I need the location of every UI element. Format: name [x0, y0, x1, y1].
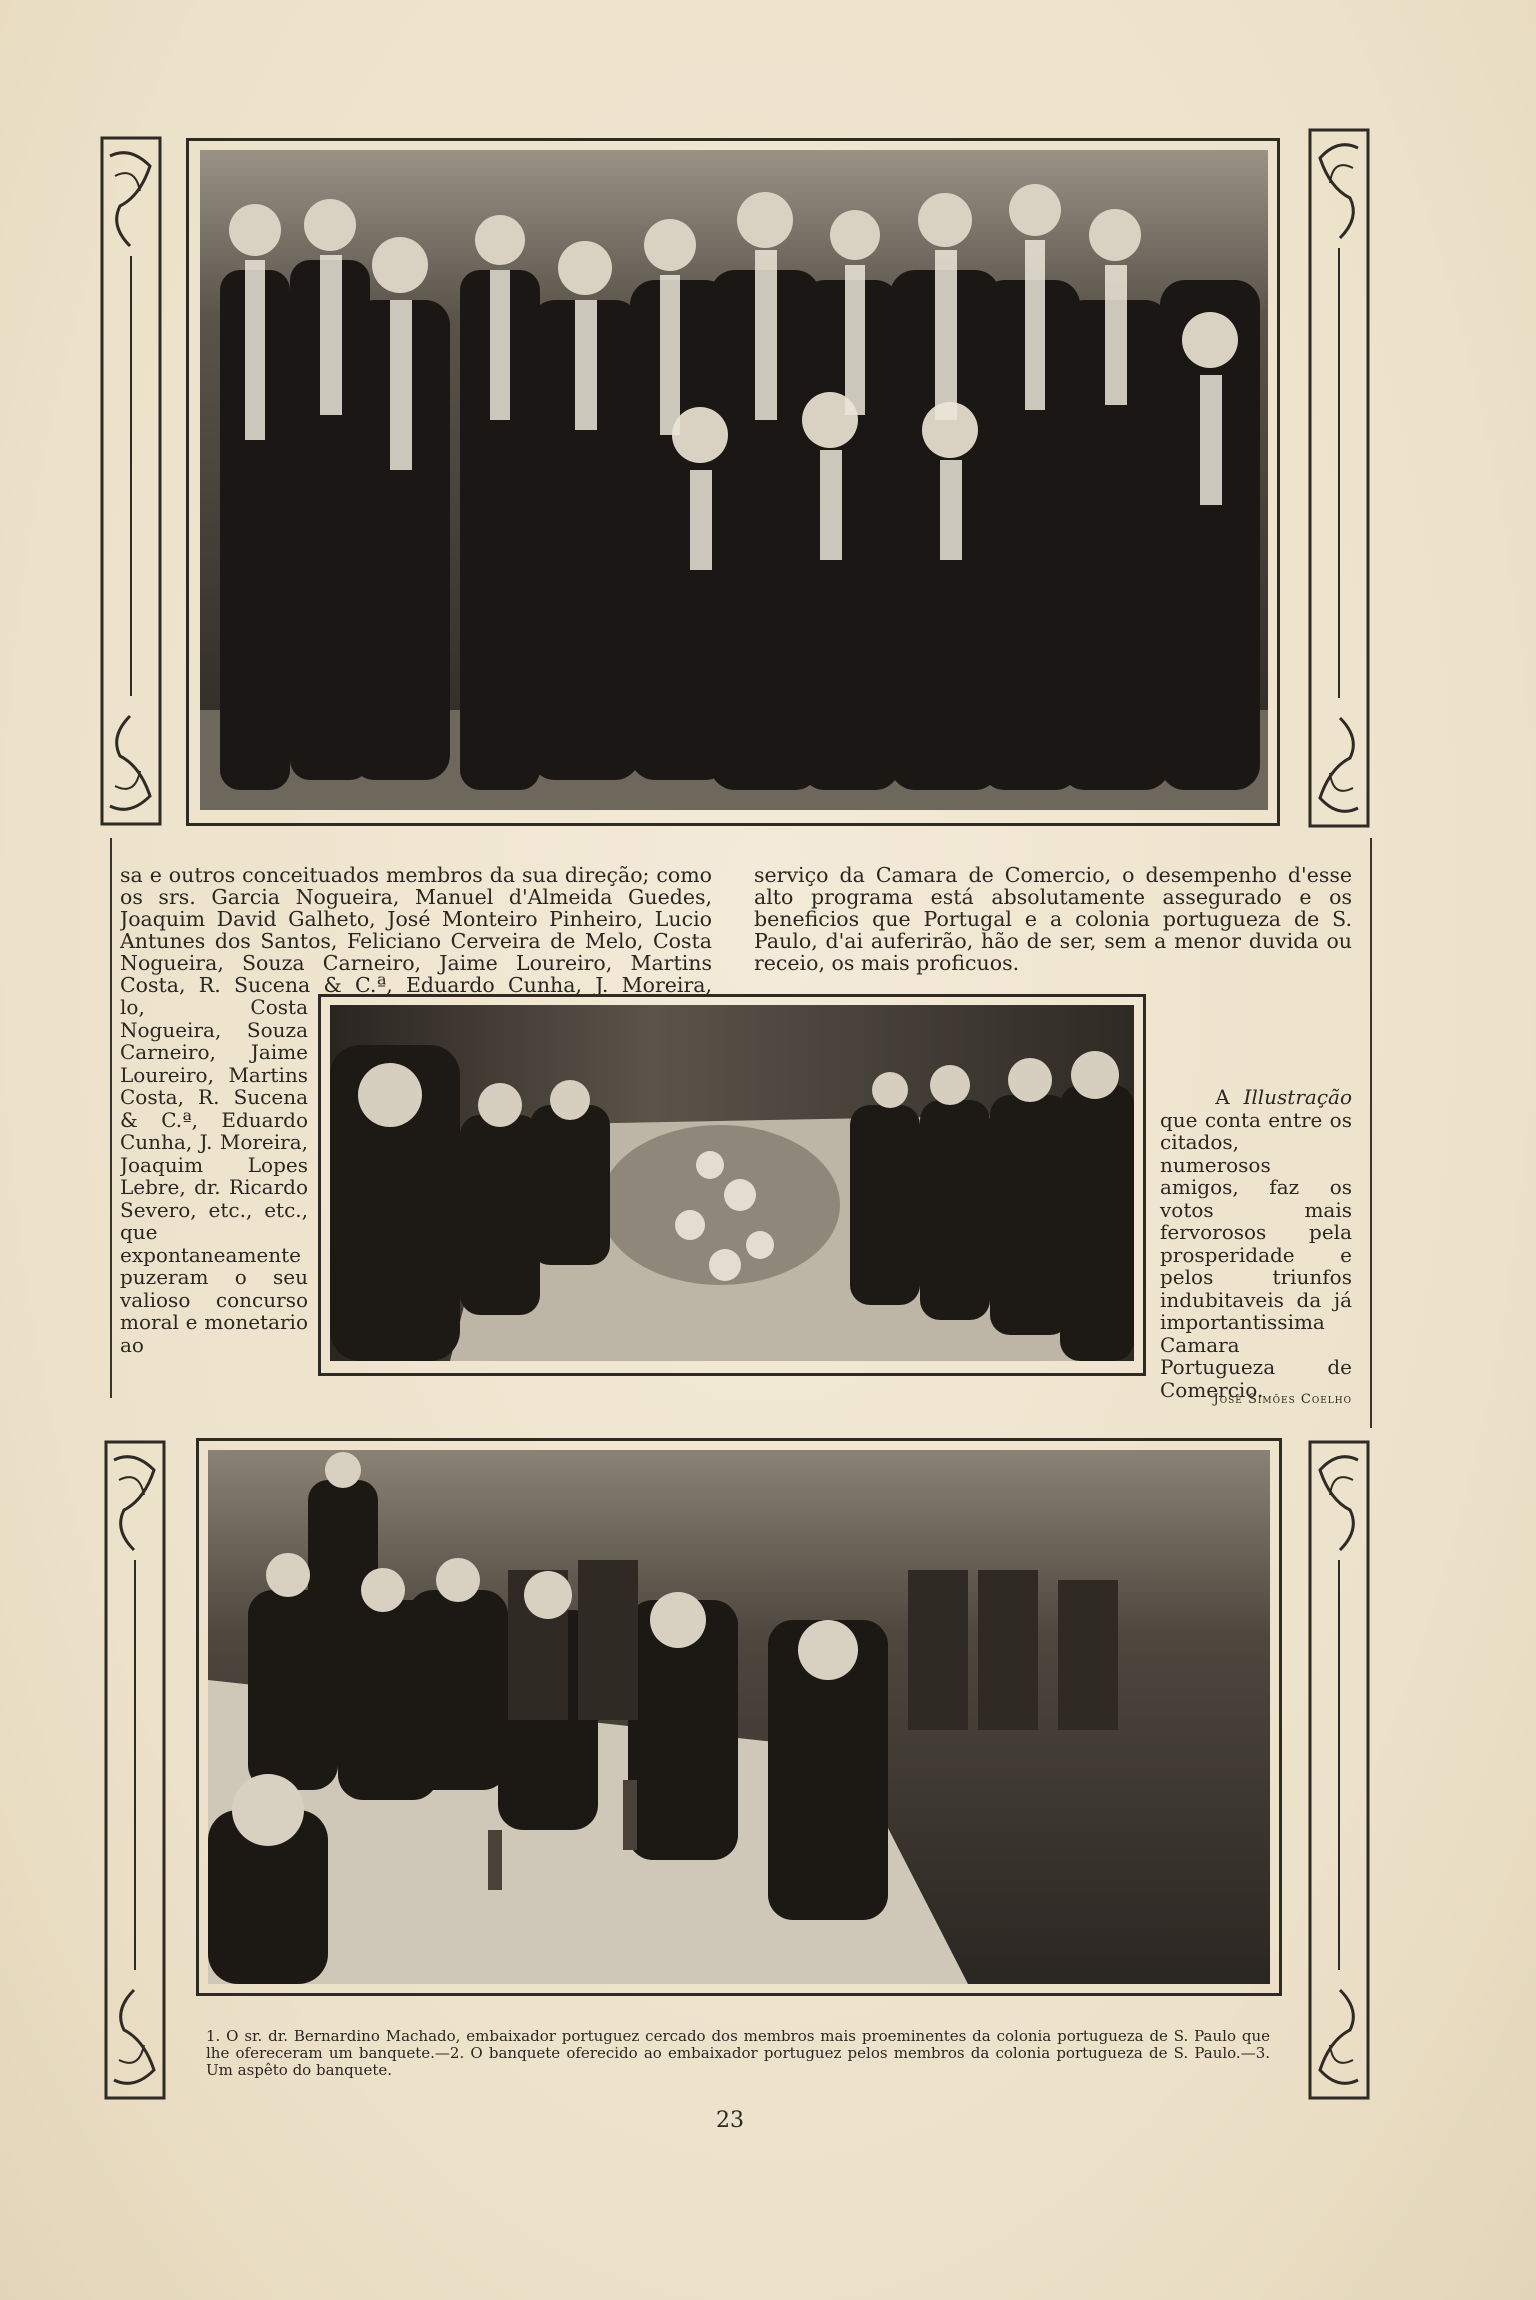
article-right-text: serviço da Camara de Comercio, o desempenho d'esse alto programa está absolutamente assegurado e os beneficios que Portugal e a colonia portugueza de S. Paulo, d'ai auferirão, hão de ser, sem a menor duvida ou receio, os mais proficuos. [754, 864, 1352, 975]
photo-banquet-aspect [208, 1450, 1270, 1984]
photo-banquet [330, 1005, 1134, 1361]
article-right-lead: A [1215, 1085, 1244, 1109]
article-left-text: sa e outros conceituados membros da sua direção; como os srs. Garcia Nogueira, Manuel d'Almeida Guedes, Joaquim David Galheto, José Monteiro Pinheiro, Lucio Antunes dos Santos, Feliciano Cerveira de Melo, Costa Nogueira, Souza Carneiro, Jaime Loureiro, Martins Costa, R. Sucena & C.ª, Eduardo Cunha, J. Moreira, [120, 864, 712, 996]
photo-group-portrait [200, 150, 1268, 810]
article-left-column-narrow [120, 996, 308, 1386]
article-left-column-top [120, 864, 712, 996]
art-nouveau-ornament-icon [1308, 1440, 1370, 2100]
art-nouveau-ornament-icon [1308, 128, 1370, 828]
article-right-column-top [754, 864, 1352, 1018]
column-rule [1370, 838, 1372, 1428]
page-number: 23 [716, 2108, 744, 2133]
art-nouveau-ornament-icon [104, 1440, 166, 2100]
magazine-name: Illustração [1243, 1085, 1352, 1109]
author-signature: José Simões Coelho [1213, 1392, 1352, 1407]
article-right-column-narrow [1160, 1086, 1352, 1401]
article-left-text-continued: lo, Costa Nogueira, Souza Carneiro, Jaime Loureiro, Martins Costa, R. Sucena & C.ª, Eduardo Cunha, J. Moreira, Joaquim Lopes Lebre, dr. Ricardo Severo, etc., etc., que expontaneamente puzeram o seu valioso concurso moral e monetario ao [120, 996, 308, 1357]
art-nouveau-ornament-icon [100, 136, 162, 826]
column-rule [110, 838, 112, 1398]
article-right-rest: que conta entre os citados, numerosos amigos, faz os votos mais fervorosos pela prosperidade e pelos triunfos indubitaveis da já importantissima Camara Portugueza de Comercio. [1160, 1107, 1352, 1402]
photo-caption: 1. O sr. dr. Bernardino Machado, embaixador portuguez cercado dos membros mais proeminentes da colonia portugueza de S. Paulo que lhe ofereceram um banquete.—2. O banquete oferecido ao embaixador portuguez pelos membros da colonia portugueza de S. Paulo.—3. Um aspêto do banquete. [206, 2027, 1270, 2079]
